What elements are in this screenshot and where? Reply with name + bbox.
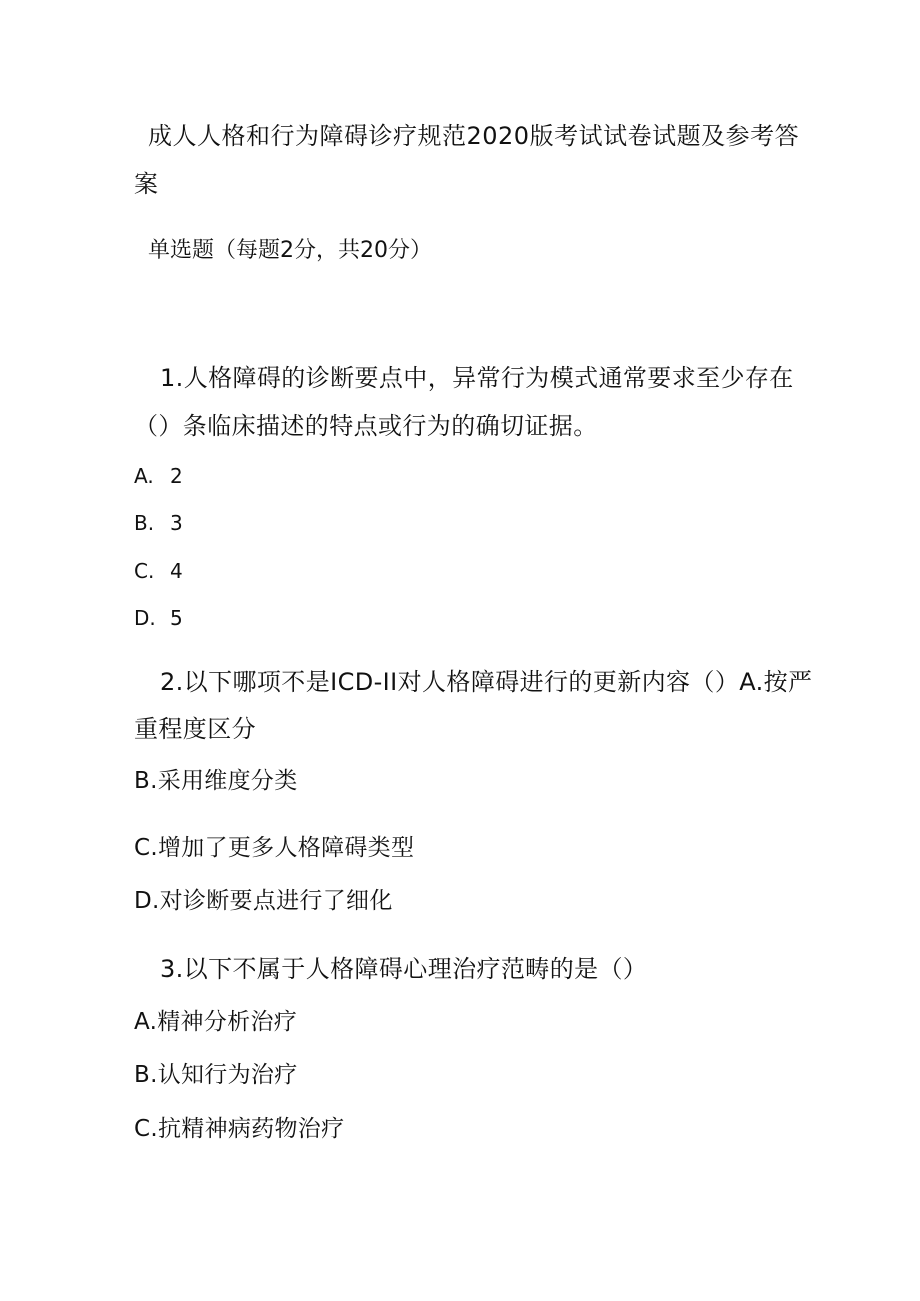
option-label: D. bbox=[134, 606, 156, 630]
question-2-option-b: B.采用维度分类 bbox=[134, 768, 298, 794]
question-1-option-d bbox=[134, 608, 183, 628]
question-2-option-c: C.增加了更多人格障碍类型 bbox=[134, 835, 415, 861]
option-label: C. bbox=[134, 559, 155, 583]
question-2-stem-line-2: 重程度区分 bbox=[134, 715, 256, 743]
option-label: A. bbox=[134, 464, 154, 488]
option-text: 3 bbox=[170, 511, 183, 535]
question-3-stem: 3.以下不属于人格障碍心理治疗范畴的是（） bbox=[160, 955, 648, 983]
question-1-option-b bbox=[134, 513, 183, 533]
option-text: 2 bbox=[170, 464, 183, 488]
question-1-stem-line-1: 1.人格障碍的诊断要点中，异常行为模式通常要求至少存在 bbox=[160, 364, 794, 392]
document-title-line-1: 成人人格和行为障碍诊疗规范2020版考试试卷试题及参考答 bbox=[148, 122, 800, 150]
section-heading: 单选题（每题2分，共20分） bbox=[148, 238, 432, 263]
question-3-option-a: A.精神分析治疗 bbox=[134, 1009, 298, 1035]
document-title-line-2: 案 bbox=[134, 170, 159, 198]
question-2-option-d: D.对诊断要点进行了细化 bbox=[134, 888, 393, 914]
option-label: B. bbox=[134, 511, 155, 535]
option-text: 4 bbox=[170, 559, 183, 583]
question-3-option-b: B.认知行为治疗 bbox=[134, 1062, 298, 1088]
question-3-option-c: C.抗精神病药物治疗 bbox=[134, 1116, 345, 1142]
question-1-option-c bbox=[134, 561, 183, 581]
question-1-option-a bbox=[134, 466, 183, 486]
option-text: 5 bbox=[170, 606, 183, 630]
question-1-stem-line-2: （）条临床描述的特点或行为的确切证据。 bbox=[134, 412, 598, 440]
question-2-stem-line-1: 2.以下哪项不是ICD-II对人格障碍进行的更新内容（）A.按严 bbox=[160, 668, 813, 696]
